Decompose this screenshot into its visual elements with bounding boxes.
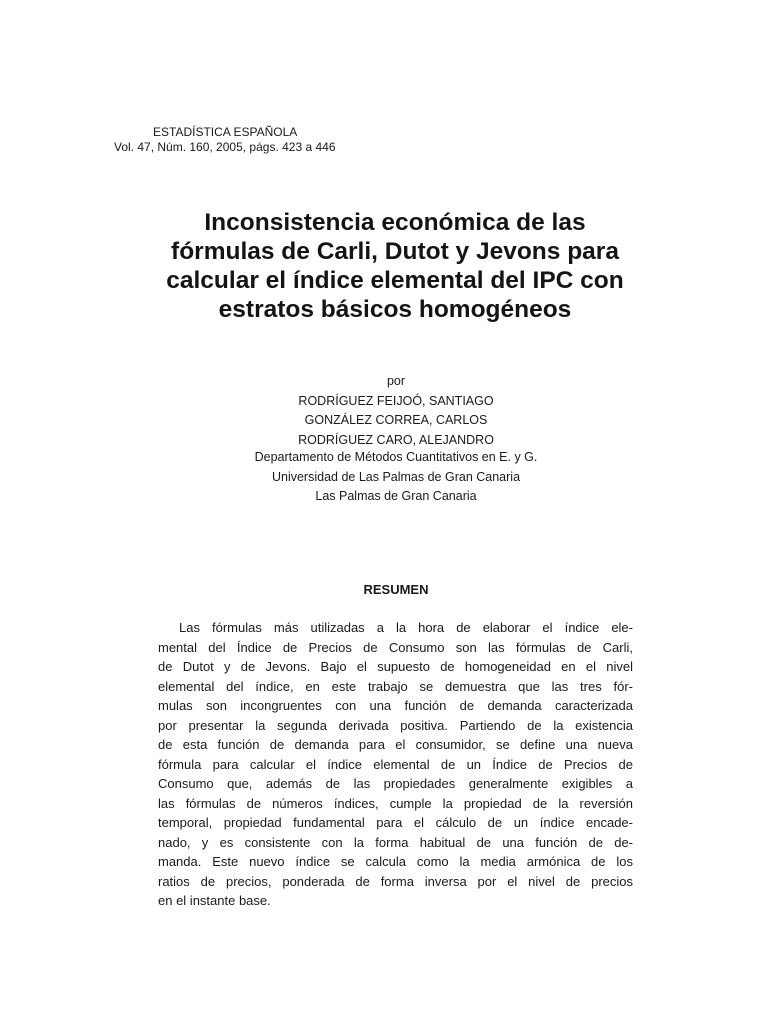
abstract-line: Las fórmulas más utilizadas a la hora de elaborar el índice ele- [179,620,633,635]
author-name: RODRÍGUEZ FEIJOÓ, SANTIAGO [298,393,494,408]
abstract-line: temporal, propiedad fundamental para el cálculo de un índice encade- [158,815,633,830]
affiliation-department: Departamento de Métodos Cuantitativos en E. y G. [254,450,538,464]
affiliation-city: Las Palmas de Gran Canaria [315,489,477,503]
journal-header [114,125,414,155]
abstract-line: las fórmulas de números índices, cumple la propiedad de la reversión [158,795,633,811]
abstract-heading: RESUMEN [363,582,429,597]
abstract-line: Consumo que, además de las propiedades generalmente exigibles a [158,776,633,791]
journal-issue: Vol. 47, Núm. 160, 2005, págs. 423 a 446 [114,140,336,154]
abstract-line: por presentar la segunda derivada positiva. Partiendo de la existencia [158,717,633,733]
abstract-line: ratios de precios, ponderada de forma inversa por el nivel de precios [158,873,633,889]
paper-title [100,208,690,324]
title-line: calcular el índice elemental del IPC con [166,267,624,294]
abstract-line: elemental del índice, en este trabajo se demuestra que las tres fór- [158,678,633,694]
abstract-line: manda. Este nuevo índice se calcula como la media armónica de los [158,854,633,869]
abstract-line: mulas son incongruentes con una función de demanda caracterizada [158,698,633,713]
abstract-line: fórmula para calcular el índice elemental de un Índice de Precios de [158,756,633,772]
abstract-line: de Dutot y de Jevons. Bajo el supuesto de homogeneidad en el nivel [158,659,633,674]
abstract-line: de esta función de demanda para el consumidor, se define una nueva [158,737,633,752]
abstract-body [158,618,633,911]
journal-name: ESTADÍSTICA ESPAÑOLA [153,125,298,139]
affiliation-university: Universidad de Las Palmas de Gran Canaria [271,469,521,484]
affiliation [196,448,596,507]
title-line: fórmulas de Carli, Dutot y Jevons para [171,238,619,265]
author-name: RODRÍGUEZ CARO, ALEJANDRO [298,432,494,447]
title-line: Inconsistencia económica de las [204,209,586,236]
byline-por: por [386,374,406,388]
title-line: estratos básicos homogéneos [218,296,572,323]
abstract-line: mental del Índice de Precios de Consumo son las fórmulas de Carli, [158,639,633,655]
author-name: GONZÁLEZ CORREA, CARLOS [304,413,488,427]
abstract-line: en el instante base. [158,893,271,908]
author-list [196,372,596,450]
abstract-line: nado, y es consistente con la forma habitual de una función de de- [158,834,633,850]
